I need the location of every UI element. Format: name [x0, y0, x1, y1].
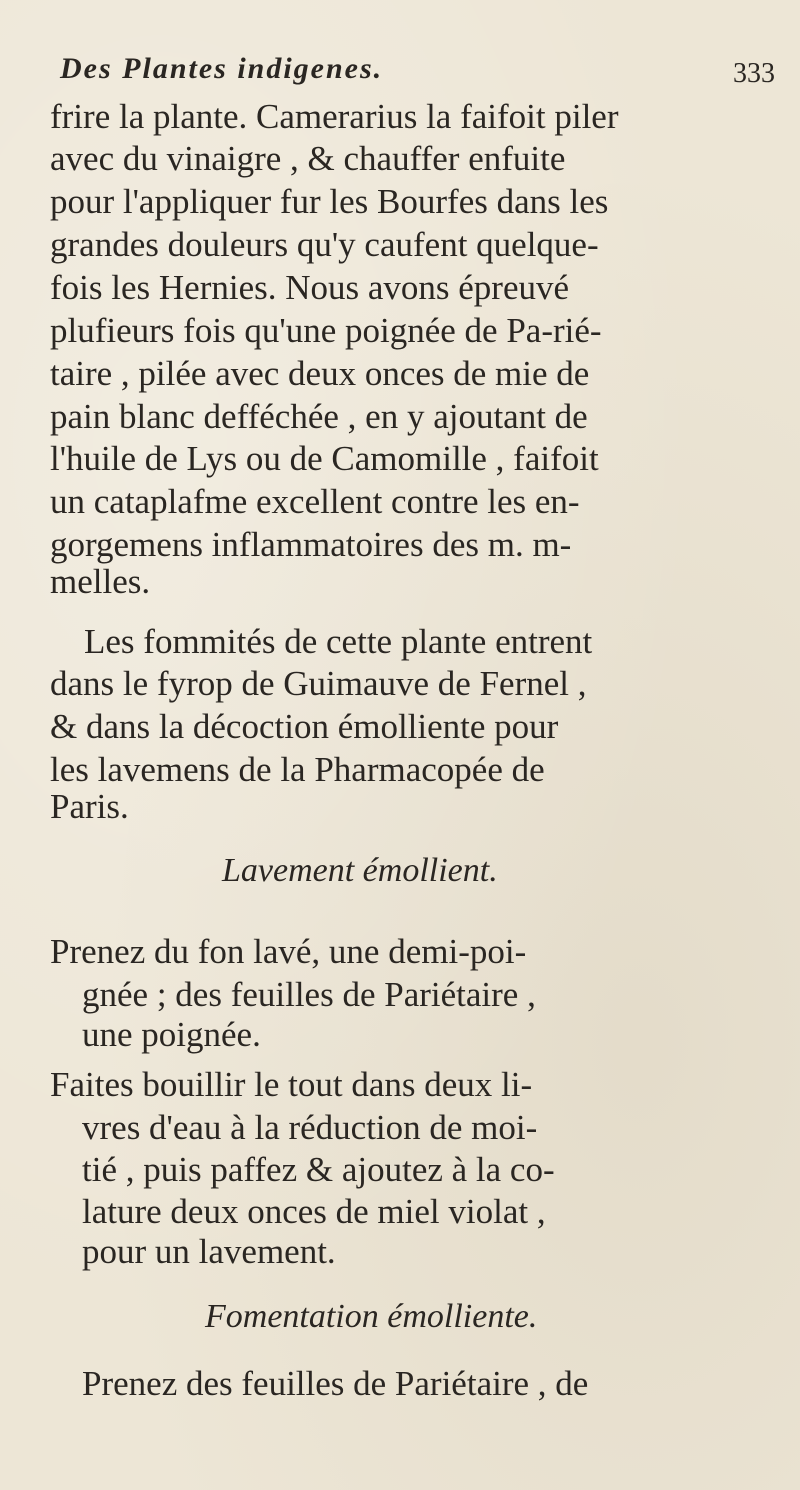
text-line: l'huile de Lys ou de Camomille , faifoit	[50, 439, 599, 478]
text-line: fois les Hernies. Nous avons épreuvé	[50, 268, 570, 307]
text-line: pour l'appliquer fur les Bourfes dans les	[50, 182, 609, 221]
text-line: pain blanc defféchée , en y ajoutant de	[50, 397, 588, 436]
text-line: un cataplafme excellent contre les en-	[50, 482, 580, 521]
text-line: les lavemens de la Pharmacopée de	[50, 750, 545, 789]
text-line: & dans la décoction émolliente pour	[50, 707, 559, 746]
page-header	[60, 52, 775, 98]
text-line: gorgemens inflammatoires des m. m-	[50, 525, 572, 564]
text-line: Les fommités de cette plante entrent	[84, 622, 593, 661]
text-line: Paris.	[50, 787, 129, 826]
text-line: pour un lavement.	[82, 1232, 336, 1271]
section-heading: Lavement émollient.	[222, 852, 498, 889]
text-line: grandes douleurs qu'y caufent quelque-	[50, 225, 599, 264]
text-line: avec du vinaigre , & chauffer enfuite	[50, 139, 566, 178]
text-line: Faites bouillir le tout dans deux li-	[50, 1065, 533, 1104]
text-line: Prenez du fon lavé, une demi-poi-	[50, 932, 527, 971]
text-line: Prenez des feuilles de Pariétaire , de	[82, 1364, 589, 1403]
text-line: dans le fyrop de Guimauve de Fernel ,	[50, 664, 587, 703]
text-line: gnée ; des feuilles de Pariétaire ,	[82, 975, 536, 1014]
text-line: tié , puis paffez & ajoutez à la co-	[82, 1150, 555, 1189]
text-line: lature deux onces de miel violat ,	[82, 1192, 546, 1231]
text-line: frire la plante. Camerarius la faifoit piler	[50, 97, 619, 136]
text-line: taire , pilée avec deux onces de mie de	[50, 354, 590, 393]
page-number: 333	[733, 58, 775, 89]
section-heading: Fomentation émolliente.	[205, 1298, 538, 1335]
running-title: Des Plantes indigenes.	[60, 52, 384, 85]
text-line: melles.	[50, 562, 151, 601]
text-line: vres d'eau à la réduction de moi-	[82, 1108, 538, 1147]
text-line: plufieurs fois qu'une poignée de Pa-rié-	[50, 311, 602, 350]
text-line: une poignée.	[82, 1015, 261, 1054]
